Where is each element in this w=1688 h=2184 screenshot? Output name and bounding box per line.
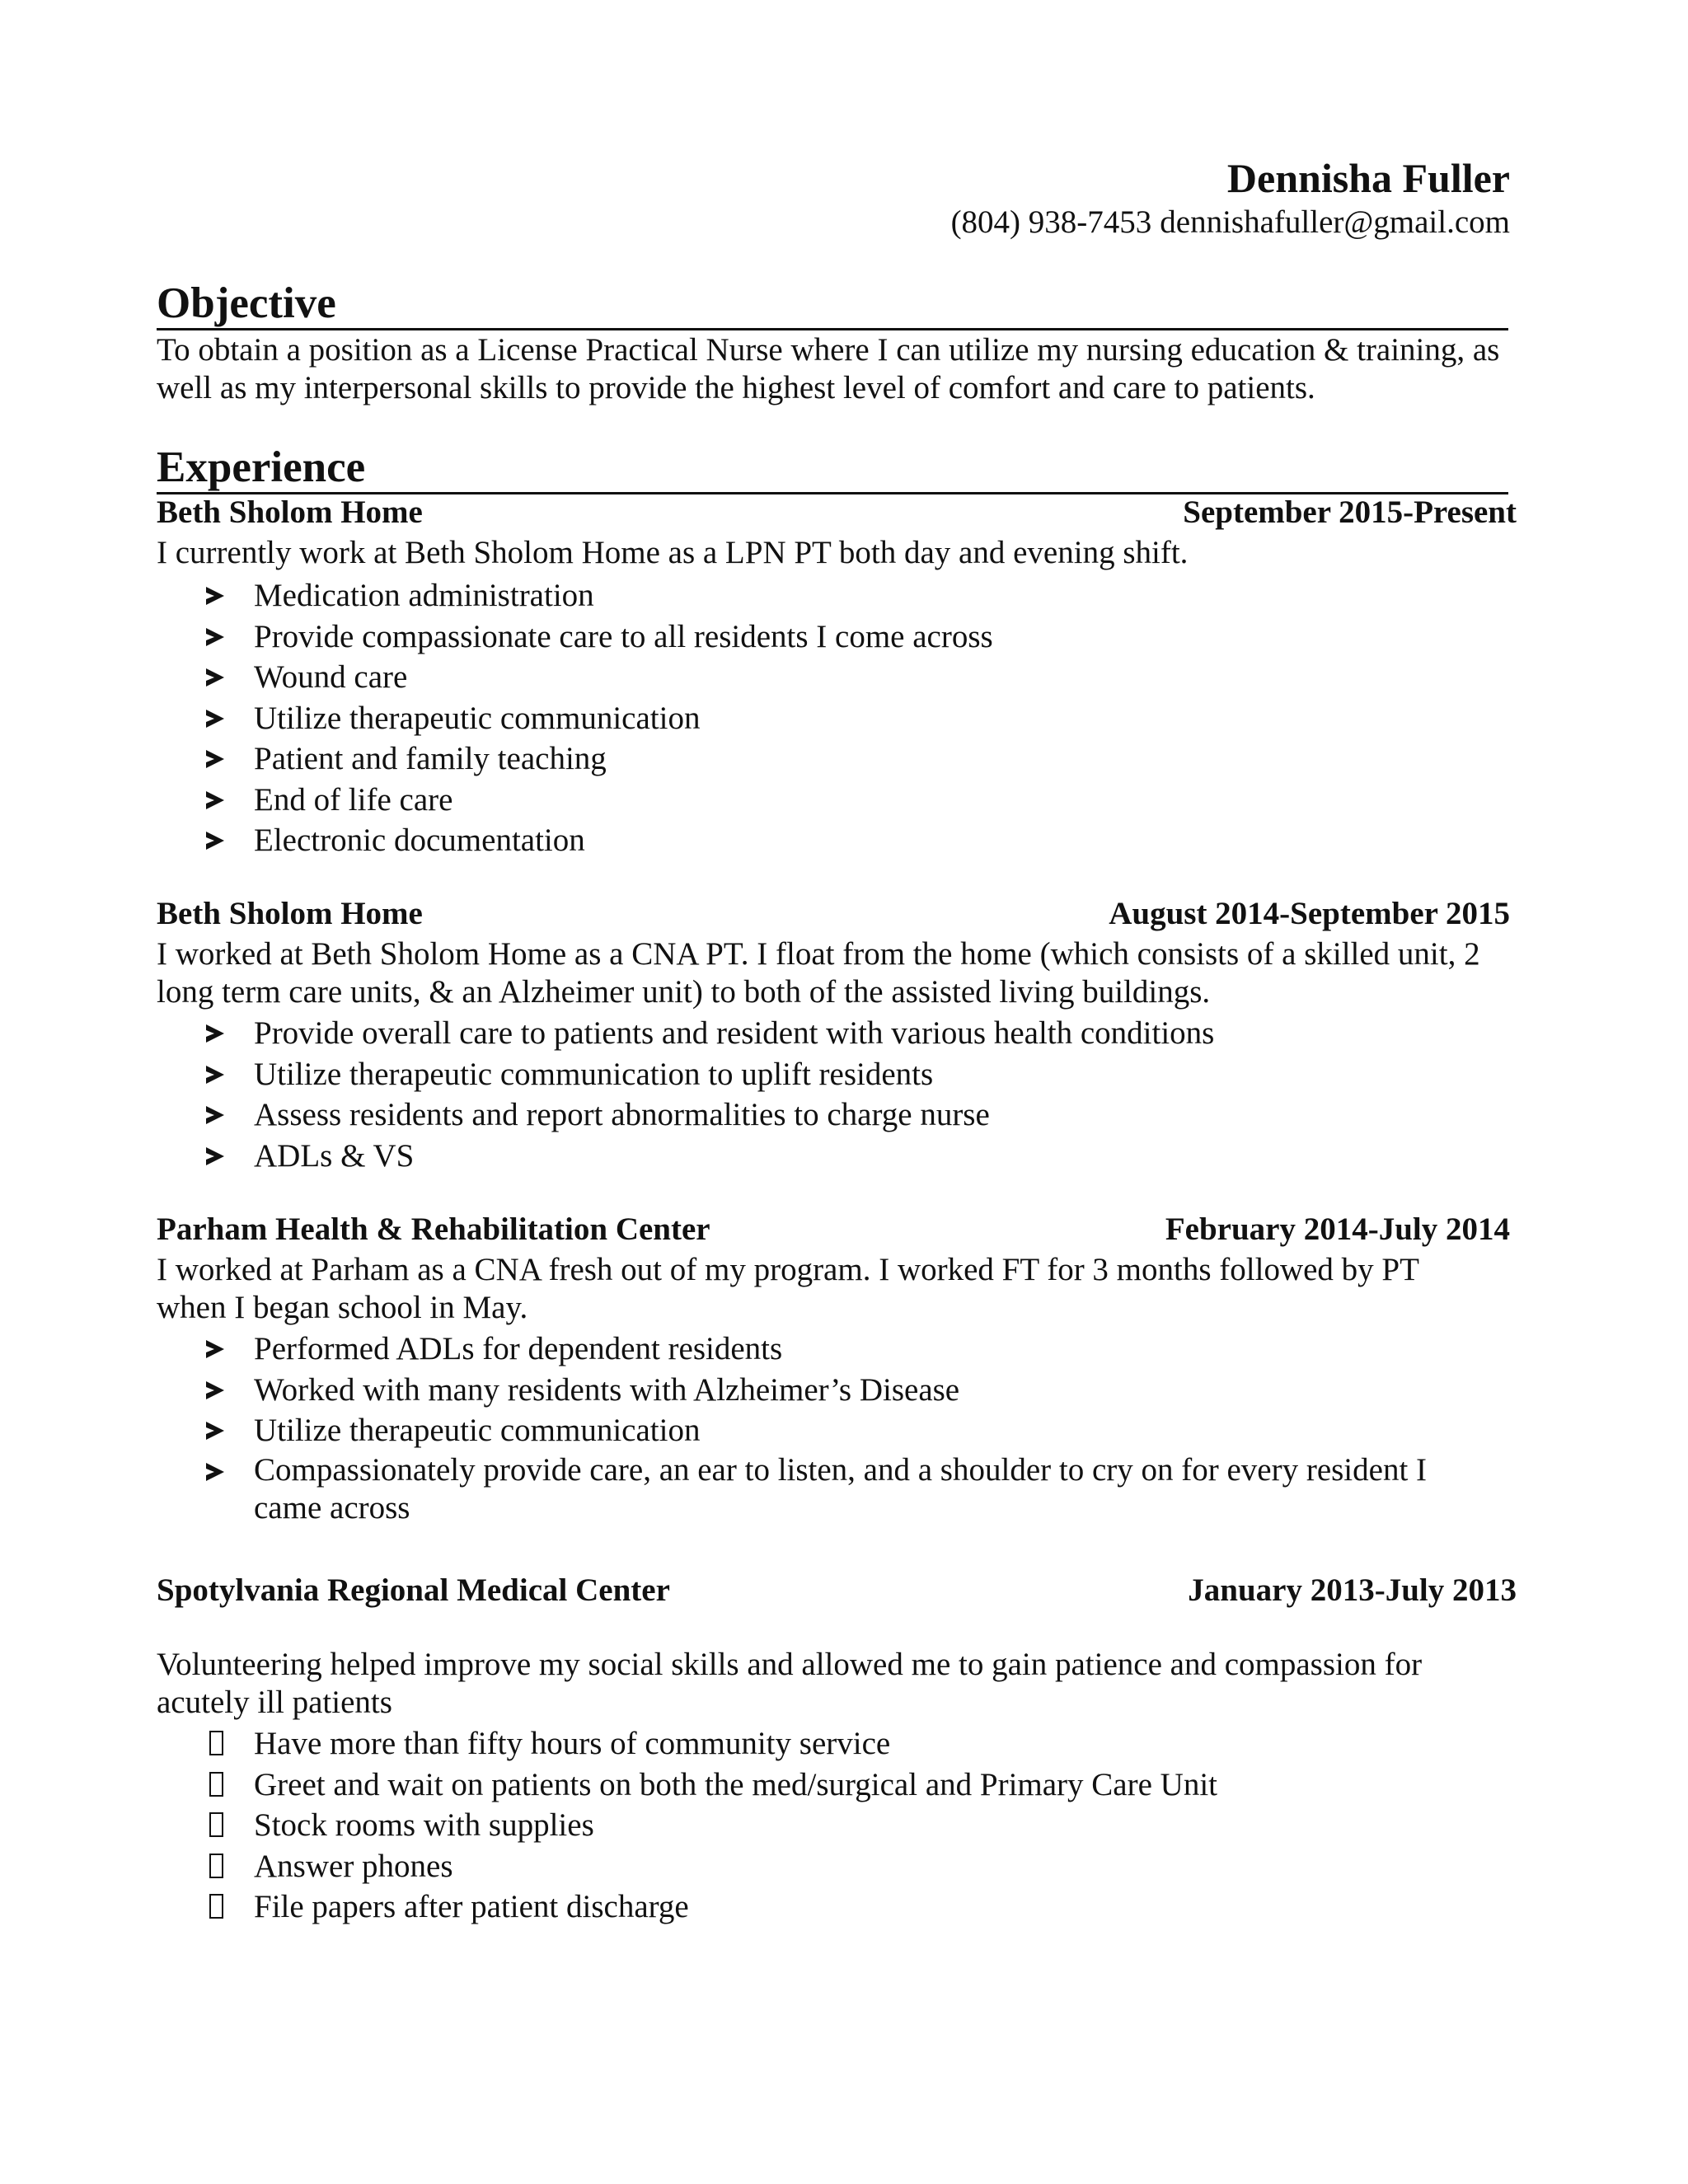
email-address: dennishafuller@gmail.com bbox=[1160, 204, 1510, 240]
list-item bbox=[157, 1136, 1517, 1177]
list-item bbox=[157, 1013, 1517, 1054]
employment-dates: February 2014-July 2014 bbox=[1165, 1212, 1510, 1247]
list-item bbox=[157, 1094, 1517, 1136]
employer-name: Spotylvania Regional Medical Center bbox=[157, 1572, 670, 1608]
duty-text: Utilize therapeutic communication bbox=[254, 700, 701, 736]
missing-glyph-box-icon bbox=[209, 1854, 223, 1878]
job-description: I worked at Parham as a CNA fresh out of my program. I worked FT for 3 months followed by PT when I began school in May. bbox=[157, 1252, 1419, 1325]
arrow-bullet-icon bbox=[206, 1463, 224, 1481]
arrow-bullet-icon bbox=[206, 750, 224, 768]
list-item bbox=[157, 698, 1517, 739]
objective-heading: Objective bbox=[157, 279, 1508, 330]
duty-text: File papers after patient discharge bbox=[254, 1889, 689, 1924]
job-duties-list bbox=[157, 1723, 1517, 1928]
job-description: I worked at Beth Sholom Home as a CNA PT. I float from the home (which consists of a skilled unit, 2 long term care units, & an Alzheimer unit) to both of the assisted living buildings. bbox=[157, 936, 1480, 1010]
employer-name: Beth Sholom Home bbox=[157, 896, 423, 931]
job-duties-list bbox=[157, 1013, 1517, 1176]
duty-text: Patient and family teaching bbox=[254, 741, 607, 776]
duty-text: Assess residents and report abnormalities to charge nurse bbox=[254, 1097, 990, 1132]
arrow-bullet-icon bbox=[206, 668, 224, 687]
list-item bbox=[157, 1886, 1517, 1928]
list-item bbox=[157, 1410, 1500, 1451]
employer-name: Parham Health & Rehabilitation Center bbox=[157, 1212, 710, 1247]
candidate-name: Dennisha Fuller bbox=[1226, 155, 1510, 201]
arrow-bullet-icon bbox=[206, 791, 224, 809]
experience-heading: Experience bbox=[157, 443, 1508, 494]
missing-glyph-box-icon bbox=[209, 1772, 223, 1797]
list-item bbox=[157, 575, 1517, 616]
job-duties-list bbox=[157, 575, 1517, 861]
arrow-bullet-icon bbox=[206, 1340, 224, 1358]
list-item bbox=[157, 1846, 1517, 1887]
employment-dates: September 2015-Present bbox=[1183, 494, 1517, 530]
list-item bbox=[157, 657, 1517, 698]
duty-text: Greet and wait on patients on both the med/surgical and Primary Care Unit bbox=[254, 1766, 1217, 1802]
arrow-bullet-icon bbox=[206, 1381, 224, 1399]
duty-text: Wound care bbox=[254, 659, 408, 695]
employment-dates: August 2014-September 2015 bbox=[1109, 896, 1510, 931]
employer-name: Beth Sholom Home bbox=[157, 494, 423, 530]
duty-text: Electronic documentation bbox=[254, 823, 585, 858]
list-item bbox=[157, 1805, 1517, 1846]
job-description: I currently work at Beth Sholom Home as a LPN PT both day and evening shift. bbox=[157, 535, 1189, 570]
arrow-bullet-icon bbox=[206, 1106, 224, 1124]
duty-text: End of life care bbox=[254, 781, 453, 818]
duty-text: Provide overall care to patients and resident with various health conditions bbox=[254, 1015, 1215, 1051]
job-header bbox=[157, 1210, 1510, 1249]
duty-text: Medication administration bbox=[254, 578, 594, 613]
duty-text: Compassionately provide care, an ear to listen, and a shoulder to cry on for every resident I came across bbox=[254, 1451, 1428, 1526]
list-item bbox=[157, 1370, 1500, 1411]
job-header bbox=[157, 493, 1517, 532]
missing-glyph-box-icon bbox=[209, 1731, 223, 1755]
employment-dates: January 2013-July 2013 bbox=[1188, 1572, 1517, 1608]
list-item bbox=[157, 1765, 1517, 1806]
list-item bbox=[157, 1451, 1500, 1527]
list-item bbox=[157, 780, 1517, 821]
missing-glyph-box-icon bbox=[209, 1894, 223, 1919]
duty-text: Provide compassionate care to all residents I come across bbox=[254, 618, 993, 654]
phone-number: (804) 938-7453 bbox=[950, 204, 1152, 240]
job-header bbox=[157, 1571, 1517, 1610]
list-item bbox=[157, 820, 1517, 861]
list-item bbox=[157, 616, 1517, 658]
missing-glyph-box-icon bbox=[209, 1812, 223, 1837]
job-header bbox=[157, 894, 1510, 934]
duty-text: Utilize therapeutic communication to uplift residents bbox=[254, 1056, 934, 1092]
list-item bbox=[157, 1329, 1500, 1370]
list-item bbox=[157, 1054, 1517, 1095]
arrow-bullet-icon bbox=[206, 1066, 224, 1084]
contact-line bbox=[951, 203, 1510, 242]
arrow-bullet-icon bbox=[206, 628, 224, 646]
arrow-bullet-icon bbox=[206, 1422, 224, 1440]
arrow-bullet-icon bbox=[206, 710, 224, 728]
job-duties-list bbox=[157, 1329, 1500, 1527]
duty-text: Worked with many residents with Alzheimer’s Disease bbox=[254, 1371, 960, 1408]
arrow-bullet-icon bbox=[206, 1024, 224, 1043]
duty-text: ADLs & VS bbox=[254, 1137, 415, 1174]
arrow-bullet-icon bbox=[206, 587, 224, 605]
duty-text: Utilize therapeutic communication bbox=[254, 1413, 701, 1448]
arrow-bullet-icon bbox=[206, 832, 224, 850]
job-description: Volunteering helped improve my social skills and allowed me to gain patience and compassion for acutely ill patients bbox=[157, 1647, 1423, 1720]
list-item bbox=[157, 738, 1517, 780]
duty-text: Stock rooms with supplies bbox=[254, 1807, 594, 1843]
duty-text: Answer phones bbox=[254, 1848, 453, 1884]
arrow-bullet-icon bbox=[206, 1147, 224, 1165]
list-item bbox=[157, 1723, 1517, 1765]
duty-text: Have more than fifty hours of community service bbox=[254, 1726, 891, 1761]
duty-text: Performed ADLs for dependent residents bbox=[254, 1331, 783, 1366]
objective-text: To obtain a position as a License Practical Nurse where I can utilize my nursing education & training, as well as my interpersonal skills to provide the highest level of comfort and care to patients. bbox=[157, 332, 1500, 405]
